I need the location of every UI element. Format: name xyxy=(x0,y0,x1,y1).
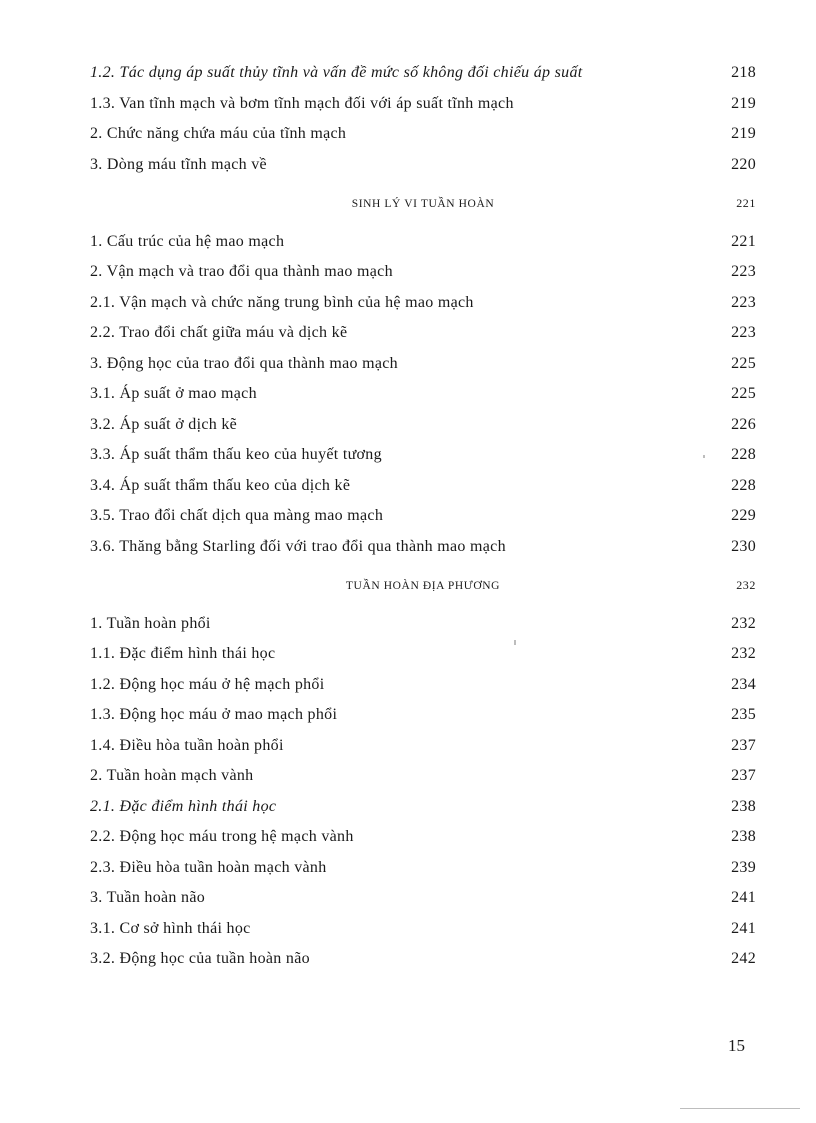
toc-entry-label: 2.2. Trao đổi chất giữa máu và dịch kẽ xyxy=(90,324,348,341)
toc-entry-page: 238 xyxy=(731,797,756,815)
toc-entry-page: 241 xyxy=(731,889,756,906)
toc-entry xyxy=(90,538,756,569)
toc-entry xyxy=(90,507,756,538)
toc-entry xyxy=(90,615,756,646)
section-heading-microcirculation xyxy=(90,196,756,227)
toc-entry-page: 219 xyxy=(731,125,756,142)
toc-entry-page: 218 xyxy=(731,64,756,81)
toc-entry xyxy=(90,324,756,355)
toc-entry-page: 225 xyxy=(731,354,756,372)
toc-entry-label: 1.2. Động học máu ở hệ mạch phổi xyxy=(90,675,325,693)
toc-entry-label: 2. Vận mạch và trao đổi qua thành mao mạch xyxy=(90,263,393,280)
toc-entry xyxy=(90,294,756,325)
toc-entry xyxy=(90,477,756,508)
toc-entry-page: 232 xyxy=(731,614,756,632)
toc-entry-label: 1.3. Van tĩnh mạch và bơm tĩnh mạch đối với áp suất tĩnh mạch xyxy=(90,94,514,112)
toc-entry xyxy=(90,737,756,768)
toc-entry-label: 3.3. Áp suất thẩm thấu keo của huyết tương xyxy=(90,446,382,463)
toc-entry xyxy=(90,950,756,981)
toc-entry xyxy=(90,645,756,676)
section-page: 232 xyxy=(736,578,756,592)
toc-entry xyxy=(90,446,756,477)
toc-entry-page: 223 xyxy=(731,263,756,280)
scan-speck xyxy=(680,1108,800,1109)
toc-entry xyxy=(90,706,756,737)
toc-entry-label: 1. Tuần hoàn phổi xyxy=(90,614,211,632)
toc-entry xyxy=(90,156,756,187)
toc-entry xyxy=(90,385,756,416)
toc-entry-label: 3.2. Áp suất ở dịch kẽ xyxy=(90,415,238,433)
toc-entry-label: 2. Tuần hoàn mạch vành xyxy=(90,767,254,784)
section-title: TUẦN HOÀN ĐỊA PHƯƠNG xyxy=(345,580,501,592)
toc-entry-page: 232 xyxy=(731,645,756,662)
toc-entry-page: 237 xyxy=(731,736,756,754)
toc-entry-label: 1. Cấu trúc của hệ mao mạch xyxy=(90,232,285,250)
toc-entry-label: 3. Dòng máu tĩnh mạch về xyxy=(90,155,267,173)
toc-entry xyxy=(90,263,756,294)
toc-entry-label: 3.1. Áp suất ở mao mạch xyxy=(90,385,257,402)
toc-entry-label: 1.4. Điều hòa tuần hoàn phổi xyxy=(90,736,284,754)
table-of-contents xyxy=(90,64,756,981)
toc-entry-label: 3.6. Thăng bằng Starling đối với trao đổi qua thành mao mạch xyxy=(90,537,506,555)
toc-group-microcirculation xyxy=(90,233,756,569)
toc-entry-label: 1.3. Động học máu ở mao mạch phổi xyxy=(90,706,338,723)
toc-group-continued xyxy=(90,64,756,186)
toc-entry-page: 226 xyxy=(731,415,756,433)
toc-entry-page: 242 xyxy=(731,950,756,967)
toc-entry xyxy=(90,95,756,126)
toc-entry xyxy=(90,828,756,859)
toc-entry-page: 237 xyxy=(731,767,756,784)
toc-entry xyxy=(90,233,756,264)
toc-entry-page: 225 xyxy=(731,385,756,402)
toc-entry xyxy=(90,767,756,798)
toc-entry-label: 3.2. Động học của tuần hoàn não xyxy=(90,950,310,967)
section-page: 221 xyxy=(736,196,756,210)
toc-entry xyxy=(90,355,756,386)
toc-entry xyxy=(90,64,756,95)
toc-entry-page: 239 xyxy=(731,858,756,876)
toc-entry-page: 220 xyxy=(731,155,756,173)
toc-entry-label: 2.2. Động học máu trong hệ mạch vành xyxy=(90,828,354,845)
toc-entry xyxy=(90,125,756,156)
toc-entry-label: 2. Chức năng chứa máu của tĩnh mạch xyxy=(90,125,347,142)
toc-entry xyxy=(90,920,756,951)
toc-group-regional-circulation xyxy=(90,615,756,981)
toc-entry-label: 2.1. Vận mạch và chức năng trung bình của hệ mao mạch xyxy=(90,293,474,311)
toc-entry-page: 235 xyxy=(731,706,756,723)
toc-entry-page: 221 xyxy=(731,232,756,250)
toc-entry xyxy=(90,859,756,890)
toc-entry-label: 1.1. Đặc điểm hình thái học xyxy=(90,645,276,662)
scan-speck xyxy=(703,455,705,458)
scan-speck xyxy=(514,640,516,645)
toc-entry-page: 241 xyxy=(731,919,756,937)
toc-entry-label: 3.4. Áp suất thẩm thấu keo của dịch kẽ xyxy=(90,476,351,494)
toc-entry-page: 223 xyxy=(731,324,756,341)
toc-entry xyxy=(90,798,756,829)
toc-entry xyxy=(90,676,756,707)
toc-entry-label: 3. Động học của trao đổi qua thành mao mạch xyxy=(90,354,398,372)
toc-entry-label: 1.2. Tác dụng áp suất thủy tĩnh và vấn đề mức số không đối chiếu áp suất xyxy=(90,64,583,81)
section-heading-regional-circulation xyxy=(90,578,756,609)
toc-entry-label: 2.3. Điều hòa tuần hoàn mạch vành xyxy=(90,858,327,876)
section-title: SINH LÝ VI TUẦN HOÀN xyxy=(351,198,495,210)
toc-entry-page: 238 xyxy=(731,828,756,845)
page-number: 15 xyxy=(728,1036,745,1055)
toc-entry xyxy=(90,889,756,920)
toc-entry-page: 230 xyxy=(731,537,756,555)
toc-entry-page: 229 xyxy=(731,507,756,524)
toc-entry-label: 3.5. Trao đổi chất dịch qua màng mao mạch xyxy=(90,507,384,524)
toc-entry-page: 228 xyxy=(731,476,756,494)
toc-entry-label: 3. Tuần hoàn não xyxy=(90,889,206,906)
toc-entry-label: 3.1. Cơ sở hình thái học xyxy=(90,919,251,937)
toc-entry-page: 223 xyxy=(731,293,756,311)
toc-entry-page: 228 xyxy=(731,446,756,463)
toc-entry-label: 2.1. Đặc điểm hình thái học xyxy=(90,797,277,815)
toc-entry-page: 234 xyxy=(731,675,756,693)
toc-entry-page: 219 xyxy=(731,94,756,112)
toc-entry xyxy=(90,416,756,447)
